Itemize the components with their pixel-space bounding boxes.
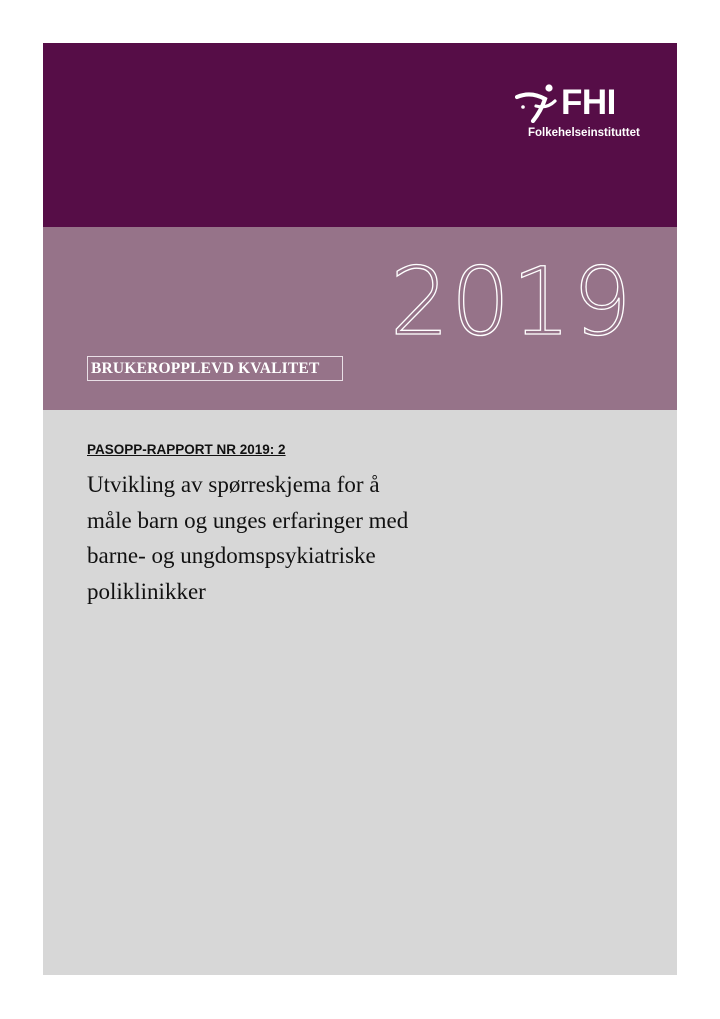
title-line: måle barn og unges erfaringer med	[87, 507, 409, 533]
header-band	[43, 43, 677, 227]
report-cover	[43, 43, 677, 975]
report-number: PASOPP-RAPPORT NR 2019: 2	[87, 442, 286, 457]
report-title	[87, 467, 507, 609]
title-line: Utvikling av spørreskjema for å	[87, 472, 380, 497]
report-year: 2019	[389, 248, 633, 357]
fhi-logo	[515, 83, 645, 145]
category-label: BRUKEROPPLEVD KVALITET	[87, 356, 343, 381]
logo-letters: FHI	[561, 83, 616, 122]
fhi-figure-icon	[515, 83, 561, 123]
title-line: barne- og ungdomspsykiatriske	[87, 543, 376, 568]
title-line: poliklinikker	[87, 578, 206, 604]
logo-name: Folkehelseinstituttet	[528, 127, 640, 139]
